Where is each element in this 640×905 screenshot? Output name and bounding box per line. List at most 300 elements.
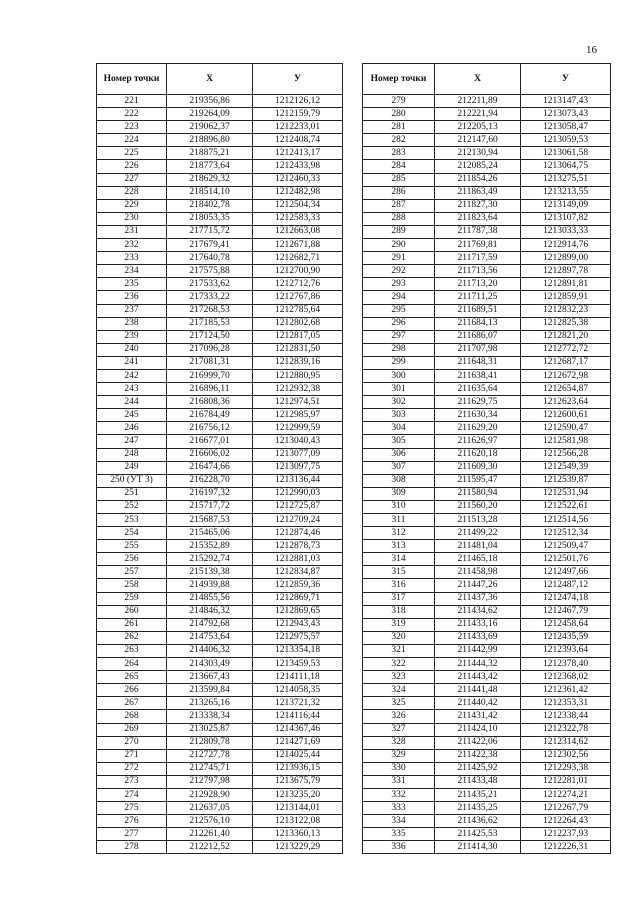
point-number-cell: 329 xyxy=(363,749,435,762)
point-number-cell: 299 xyxy=(363,356,435,369)
y-coordinate-cell: 1212393,64 xyxy=(521,644,611,657)
table-row xyxy=(97,95,343,108)
table-row xyxy=(97,435,343,448)
y-coordinate-cell: 1212293,38 xyxy=(521,762,611,775)
y-coordinate-cell: 1213459,53 xyxy=(253,658,343,671)
table-row xyxy=(97,749,343,762)
table-row xyxy=(97,487,343,500)
table-row xyxy=(97,618,343,631)
table-row xyxy=(97,671,343,684)
point-number-cell: 312 xyxy=(363,527,435,540)
x-coordinate-cell: 214846,32 xyxy=(167,605,253,618)
table-row xyxy=(363,802,611,815)
x-coordinate-cell: 211433,16 xyxy=(435,618,521,631)
x-coordinate-cell: 211595,47 xyxy=(435,474,521,487)
x-coordinate-cell: 217124,50 xyxy=(167,330,253,343)
point-number-cell: 336 xyxy=(363,841,435,854)
table-row xyxy=(363,658,611,671)
y-coordinate-cell: 1212654,87 xyxy=(521,383,611,396)
x-coordinate-cell: 211707,98 xyxy=(435,343,521,356)
point-number-cell: 250 (УТ 3) xyxy=(97,474,167,487)
point-number-cell: 290 xyxy=(363,239,435,252)
x-coordinate-cell: 216474,66 xyxy=(167,461,253,474)
point-number-cell: 268 xyxy=(97,710,167,723)
point-number-cell: 295 xyxy=(363,304,435,317)
x-coordinate-cell: 211863,49 xyxy=(435,186,521,199)
x-coordinate-cell: 214303,49 xyxy=(167,658,253,671)
y-coordinate-cell: 1213077,09 xyxy=(253,448,343,461)
y-coordinate-cell: 1212881,03 xyxy=(253,553,343,566)
x-coordinate-cell: 212745,71 xyxy=(167,762,253,775)
x-coordinate-cell: 211434,62 xyxy=(435,605,521,618)
point-number-cell: 284 xyxy=(363,160,435,173)
x-coordinate-cell: 216896,11 xyxy=(167,383,253,396)
y-coordinate-cell: 1214058,35 xyxy=(253,684,343,697)
x-coordinate-cell: 219356,86 xyxy=(167,95,253,108)
point-number-cell: 310 xyxy=(363,500,435,513)
point-number-cell: 227 xyxy=(97,173,167,186)
table-row xyxy=(97,697,343,710)
point-number-cell: 257 xyxy=(97,566,167,579)
point-number-cell: 247 xyxy=(97,435,167,448)
x-coordinate-cell: 211609,30 xyxy=(435,461,521,474)
y-coordinate-cell: 1213675,79 xyxy=(253,775,343,788)
point-number-cell: 243 xyxy=(97,383,167,396)
table-row xyxy=(363,252,611,265)
point-number-cell: 280 xyxy=(363,108,435,121)
table-row xyxy=(97,225,343,238)
point-number-cell: 292 xyxy=(363,265,435,278)
table-row xyxy=(363,487,611,500)
table-row xyxy=(363,592,611,605)
x-coordinate-cell: 218773,64 xyxy=(167,160,253,173)
table-row xyxy=(97,644,343,657)
table-row xyxy=(363,723,611,736)
table-row xyxy=(97,553,343,566)
table-row xyxy=(97,527,343,540)
x-coordinate-cell: 211436,62 xyxy=(435,815,521,828)
table-row xyxy=(363,500,611,513)
table-row xyxy=(97,540,343,553)
table-row xyxy=(363,710,611,723)
y-coordinate-cell: 1212413,17 xyxy=(253,147,343,160)
table-row xyxy=(363,605,611,618)
y-coordinate-cell: 1212590,47 xyxy=(521,422,611,435)
y-coordinate-cell: 1212880,95 xyxy=(253,369,343,382)
y-coordinate-cell: 1212504,34 xyxy=(253,199,343,212)
table-row xyxy=(97,356,343,369)
y-coordinate-cell: 1212549,39 xyxy=(521,461,611,474)
y-coordinate-cell: 1213059,53 xyxy=(521,134,611,147)
point-number-cell: 264 xyxy=(97,658,167,671)
x-coordinate-cell: 215687,53 xyxy=(167,514,253,527)
x-coordinate-cell: 213667,43 xyxy=(167,671,253,684)
point-number-cell: 223 xyxy=(97,121,167,134)
x-coordinate-cell: 213265,16 xyxy=(167,697,253,710)
table-row xyxy=(97,239,343,252)
x-coordinate-cell: 217185,53 xyxy=(167,317,253,330)
y-coordinate-cell: 1214025,44 xyxy=(253,749,343,762)
point-number-cell: 303 xyxy=(363,409,435,422)
point-number-cell: 262 xyxy=(97,631,167,644)
x-coordinate-cell: 212809,78 xyxy=(167,736,253,749)
table-row xyxy=(97,723,343,736)
table-row xyxy=(363,566,611,579)
coordinates-table-left xyxy=(96,63,343,854)
x-coordinate-cell: 211425,53 xyxy=(435,828,521,841)
y-coordinate-cell: 1212274,21 xyxy=(521,788,611,801)
table-row xyxy=(97,173,343,186)
y-coordinate-cell: 1212126,12 xyxy=(253,95,343,108)
table-row xyxy=(97,422,343,435)
header-y: У xyxy=(253,64,343,95)
table-row xyxy=(363,383,611,396)
point-number-cell: 245 xyxy=(97,409,167,422)
point-number-cell: 278 xyxy=(97,841,167,854)
table-row xyxy=(97,343,343,356)
point-number-cell: 314 xyxy=(363,553,435,566)
table-row xyxy=(97,265,343,278)
table-row xyxy=(363,461,611,474)
y-coordinate-cell: 1212237,93 xyxy=(521,828,611,841)
y-coordinate-cell: 1212859,91 xyxy=(521,291,611,304)
table-row xyxy=(97,762,343,775)
y-coordinate-cell: 1212378,40 xyxy=(521,658,611,671)
point-number-cell: 240 xyxy=(97,343,167,356)
point-number-cell: 308 xyxy=(363,474,435,487)
y-coordinate-cell: 1212302,56 xyxy=(521,749,611,762)
header-x: Х xyxy=(167,64,253,95)
point-number-cell: 251 xyxy=(97,487,167,500)
table-row xyxy=(363,199,611,212)
table-row xyxy=(363,697,611,710)
y-coordinate-cell: 1213721,32 xyxy=(253,697,343,710)
point-number-cell: 241 xyxy=(97,356,167,369)
coordinates-table-right xyxy=(362,63,611,854)
table-row xyxy=(97,291,343,304)
point-number-cell: 332 xyxy=(363,788,435,801)
table-row xyxy=(97,710,343,723)
table-row xyxy=(363,330,611,343)
point-number-cell: 334 xyxy=(363,815,435,828)
table-row xyxy=(363,396,611,409)
x-coordinate-cell: 211638,41 xyxy=(435,369,521,382)
x-coordinate-cell: 217679,41 xyxy=(167,239,253,252)
table-row xyxy=(97,461,343,474)
y-coordinate-cell: 1212974,51 xyxy=(253,396,343,409)
y-coordinate-cell: 1212975,57 xyxy=(253,631,343,644)
table-row xyxy=(97,199,343,212)
x-coordinate-cell: 217640,78 xyxy=(167,252,253,265)
y-coordinate-cell: 1212831,50 xyxy=(253,343,343,356)
table-row xyxy=(363,173,611,186)
table-row xyxy=(363,304,611,317)
y-coordinate-cell: 1212821,20 xyxy=(521,330,611,343)
table-row xyxy=(97,448,343,461)
x-coordinate-cell: 212212,52 xyxy=(167,841,253,854)
y-coordinate-cell: 1213275,51 xyxy=(521,173,611,186)
point-number-cell: 287 xyxy=(363,199,435,212)
point-number-cell: 281 xyxy=(363,121,435,134)
x-coordinate-cell: 212130,94 xyxy=(435,147,521,160)
x-coordinate-cell: 212211,89 xyxy=(435,95,521,108)
point-number-cell: 302 xyxy=(363,396,435,409)
point-number-cell: 313 xyxy=(363,540,435,553)
table-row xyxy=(363,775,611,788)
y-coordinate-cell: 1212522,61 xyxy=(521,500,611,513)
y-coordinate-cell: 1212338,44 xyxy=(521,710,611,723)
x-coordinate-cell: 211422,38 xyxy=(435,749,521,762)
x-coordinate-cell: 211425,92 xyxy=(435,762,521,775)
point-number-cell: 318 xyxy=(363,605,435,618)
y-coordinate-cell: 1212509,47 xyxy=(521,540,611,553)
x-coordinate-cell: 213025,87 xyxy=(167,723,253,736)
point-number-cell: 283 xyxy=(363,147,435,160)
y-coordinate-cell: 1212914,76 xyxy=(521,239,611,252)
y-coordinate-cell: 1212501,76 xyxy=(521,553,611,566)
table-row xyxy=(363,828,611,841)
x-coordinate-cell: 215717,72 xyxy=(167,500,253,513)
x-coordinate-cell: 211686,07 xyxy=(435,330,521,343)
y-coordinate-cell: 1212878,73 xyxy=(253,540,343,553)
y-coordinate-cell: 1213149,09 xyxy=(521,199,611,212)
point-number-cell: 238 xyxy=(97,317,167,330)
x-coordinate-cell: 211433,69 xyxy=(435,631,521,644)
table-row xyxy=(363,422,611,435)
y-coordinate-cell: 1212408,74 xyxy=(253,134,343,147)
x-coordinate-cell: 212085,24 xyxy=(435,160,521,173)
table-row xyxy=(97,579,343,592)
y-coordinate-cell: 1212832,23 xyxy=(521,304,611,317)
x-coordinate-cell: 211629,20 xyxy=(435,422,521,435)
table-row xyxy=(363,369,611,382)
point-number-cell: 242 xyxy=(97,369,167,382)
x-coordinate-cell: 211414,30 xyxy=(435,841,521,854)
x-coordinate-cell: 211447,26 xyxy=(435,579,521,592)
point-number-cell: 275 xyxy=(97,802,167,815)
y-coordinate-cell: 1213107,82 xyxy=(521,212,611,225)
table-row xyxy=(363,631,611,644)
y-coordinate-cell: 1213064,75 xyxy=(521,160,611,173)
table-row xyxy=(97,815,343,828)
y-coordinate-cell: 1212566,28 xyxy=(521,448,611,461)
y-coordinate-cell: 1213097,75 xyxy=(253,461,343,474)
y-coordinate-cell: 1213058,47 xyxy=(521,121,611,134)
x-coordinate-cell: 219264,09 xyxy=(167,108,253,121)
table-row xyxy=(363,749,611,762)
x-coordinate-cell: 216756,12 xyxy=(167,422,253,435)
table-row xyxy=(363,147,611,160)
y-coordinate-cell: 1212467,79 xyxy=(521,605,611,618)
table-row xyxy=(363,527,611,540)
x-coordinate-cell: 212221,94 xyxy=(435,108,521,121)
y-coordinate-cell: 1212817,05 xyxy=(253,330,343,343)
y-coordinate-cell: 1212482,98 xyxy=(253,186,343,199)
point-number-cell: 306 xyxy=(363,448,435,461)
point-number-cell: 239 xyxy=(97,330,167,343)
point-number-cell: 254 xyxy=(97,527,167,540)
x-coordinate-cell: 218402,78 xyxy=(167,199,253,212)
table-row xyxy=(363,448,611,461)
y-coordinate-cell: 1212264,43 xyxy=(521,815,611,828)
table-row xyxy=(363,474,611,487)
table-row xyxy=(363,134,611,147)
point-number-cell: 277 xyxy=(97,828,167,841)
y-coordinate-cell: 1213235,20 xyxy=(253,788,343,801)
page-number: 16 xyxy=(586,44,597,56)
table-row xyxy=(97,212,343,225)
table-row xyxy=(363,671,611,684)
x-coordinate-cell: 212576,10 xyxy=(167,815,253,828)
y-coordinate-cell: 1212487,12 xyxy=(521,579,611,592)
table-row xyxy=(97,330,343,343)
y-coordinate-cell: 1213147,43 xyxy=(521,95,611,108)
x-coordinate-cell: 211465,18 xyxy=(435,553,521,566)
point-number-cell: 293 xyxy=(363,278,435,291)
x-coordinate-cell: 218514,10 xyxy=(167,186,253,199)
point-number-cell: 253 xyxy=(97,514,167,527)
y-coordinate-cell: 1212159,79 xyxy=(253,108,343,121)
y-coordinate-cell: 1213213,55 xyxy=(521,186,611,199)
x-coordinate-cell: 211441,48 xyxy=(435,684,521,697)
point-number-cell: 235 xyxy=(97,278,167,291)
point-number-cell: 267 xyxy=(97,697,167,710)
x-coordinate-cell: 211684,13 xyxy=(435,317,521,330)
y-coordinate-cell: 1212583,33 xyxy=(253,212,343,225)
point-number-cell: 321 xyxy=(363,644,435,657)
point-number-cell: 326 xyxy=(363,710,435,723)
table-row xyxy=(97,658,343,671)
x-coordinate-cell: 214855,56 xyxy=(167,592,253,605)
x-coordinate-cell: 216606,02 xyxy=(167,448,253,461)
point-number-cell: 246 xyxy=(97,422,167,435)
y-coordinate-cell: 1212460,33 xyxy=(253,173,343,186)
table-row xyxy=(97,631,343,644)
point-number-cell: 272 xyxy=(97,762,167,775)
y-coordinate-cell: 1212539,87 xyxy=(521,474,611,487)
y-coordinate-cell: 1212859,36 xyxy=(253,579,343,592)
y-coordinate-cell: 1212281,01 xyxy=(521,775,611,788)
point-number-cell: 307 xyxy=(363,461,435,474)
y-coordinate-cell: 1212897,78 xyxy=(521,265,611,278)
table-row xyxy=(363,815,611,828)
point-number-cell: 297 xyxy=(363,330,435,343)
table-row xyxy=(363,356,611,369)
y-coordinate-cell: 1212368,02 xyxy=(521,671,611,684)
x-coordinate-cell: 211481,04 xyxy=(435,540,521,553)
y-coordinate-cell: 1213144,01 xyxy=(253,802,343,815)
y-coordinate-cell: 1212869,65 xyxy=(253,605,343,618)
table-row xyxy=(97,186,343,199)
x-coordinate-cell: 211560,20 xyxy=(435,500,521,513)
point-number-cell: 330 xyxy=(363,762,435,775)
point-number-cell: 335 xyxy=(363,828,435,841)
point-number-cell: 222 xyxy=(97,108,167,121)
x-coordinate-cell: 216784,49 xyxy=(167,409,253,422)
y-coordinate-cell: 1212600,61 xyxy=(521,409,611,422)
table-row xyxy=(363,95,611,108)
table-row xyxy=(363,762,611,775)
y-coordinate-cell: 1212899,00 xyxy=(521,252,611,265)
point-number-cell: 325 xyxy=(363,697,435,710)
x-coordinate-cell: 211717,59 xyxy=(435,252,521,265)
x-coordinate-cell: 211713,56 xyxy=(435,265,521,278)
table-row xyxy=(363,186,611,199)
point-number-cell: 274 xyxy=(97,788,167,801)
y-coordinate-cell: 1212433,98 xyxy=(253,160,343,173)
point-number-cell: 311 xyxy=(363,514,435,527)
x-coordinate-cell: 211787,38 xyxy=(435,225,521,238)
x-coordinate-cell: 217715,72 xyxy=(167,225,253,238)
y-coordinate-cell: 1212869,71 xyxy=(253,592,343,605)
x-coordinate-cell: 211580,94 xyxy=(435,487,521,500)
x-coordinate-cell: 216228,70 xyxy=(167,474,253,487)
table-row xyxy=(97,802,343,815)
point-number-cell: 256 xyxy=(97,553,167,566)
y-coordinate-cell: 1213073,43 xyxy=(521,108,611,121)
y-coordinate-cell: 1213122,08 xyxy=(253,815,343,828)
x-coordinate-cell: 211823,64 xyxy=(435,212,521,225)
point-number-cell: 248 xyxy=(97,448,167,461)
x-coordinate-cell: 211713,20 xyxy=(435,278,521,291)
y-coordinate-cell: 1212322,78 xyxy=(521,723,611,736)
table-row xyxy=(363,212,611,225)
y-coordinate-cell: 1212839,16 xyxy=(253,356,343,369)
x-coordinate-cell: 218896,80 xyxy=(167,134,253,147)
y-coordinate-cell: 1213040,43 xyxy=(253,435,343,448)
y-coordinate-cell: 1212874,46 xyxy=(253,527,343,540)
table-row xyxy=(363,409,611,422)
table-row xyxy=(97,788,343,801)
x-coordinate-cell: 212147,60 xyxy=(435,134,521,147)
table-row xyxy=(97,278,343,291)
x-coordinate-cell: 213599,84 xyxy=(167,684,253,697)
y-coordinate-cell: 1212825,38 xyxy=(521,317,611,330)
x-coordinate-cell: 216999,70 xyxy=(167,369,253,382)
y-coordinate-cell: 1213936,15 xyxy=(253,762,343,775)
table-row xyxy=(97,147,343,160)
y-coordinate-cell: 1214367,46 xyxy=(253,723,343,736)
point-number-cell: 260 xyxy=(97,605,167,618)
x-coordinate-cell: 212928,90 xyxy=(167,788,253,801)
x-coordinate-cell: 211769,81 xyxy=(435,239,521,252)
y-coordinate-cell: 1212531,94 xyxy=(521,487,611,500)
y-coordinate-cell: 1212458,64 xyxy=(521,618,611,631)
x-coordinate-cell: 211626,97 xyxy=(435,435,521,448)
x-coordinate-cell: 211635,64 xyxy=(435,383,521,396)
table-row xyxy=(97,841,343,854)
table-row xyxy=(97,383,343,396)
table-row xyxy=(97,304,343,317)
y-coordinate-cell: 1214116,44 xyxy=(253,710,343,723)
point-number-cell: 255 xyxy=(97,540,167,553)
x-coordinate-cell: 211629,75 xyxy=(435,396,521,409)
table-row xyxy=(97,500,343,513)
point-number-cell: 285 xyxy=(363,173,435,186)
point-number-cell: 258 xyxy=(97,579,167,592)
table-row xyxy=(363,514,611,527)
table-row xyxy=(363,108,611,121)
y-coordinate-cell: 1212672,98 xyxy=(521,369,611,382)
x-coordinate-cell: 212727,78 xyxy=(167,749,253,762)
x-coordinate-cell: 211437,36 xyxy=(435,592,521,605)
point-number-cell: 266 xyxy=(97,684,167,697)
x-coordinate-cell: 217081,31 xyxy=(167,356,253,369)
point-number-cell: 327 xyxy=(363,723,435,736)
table-row xyxy=(97,566,343,579)
y-coordinate-cell: 1213136,44 xyxy=(253,474,343,487)
table-row xyxy=(363,239,611,252)
